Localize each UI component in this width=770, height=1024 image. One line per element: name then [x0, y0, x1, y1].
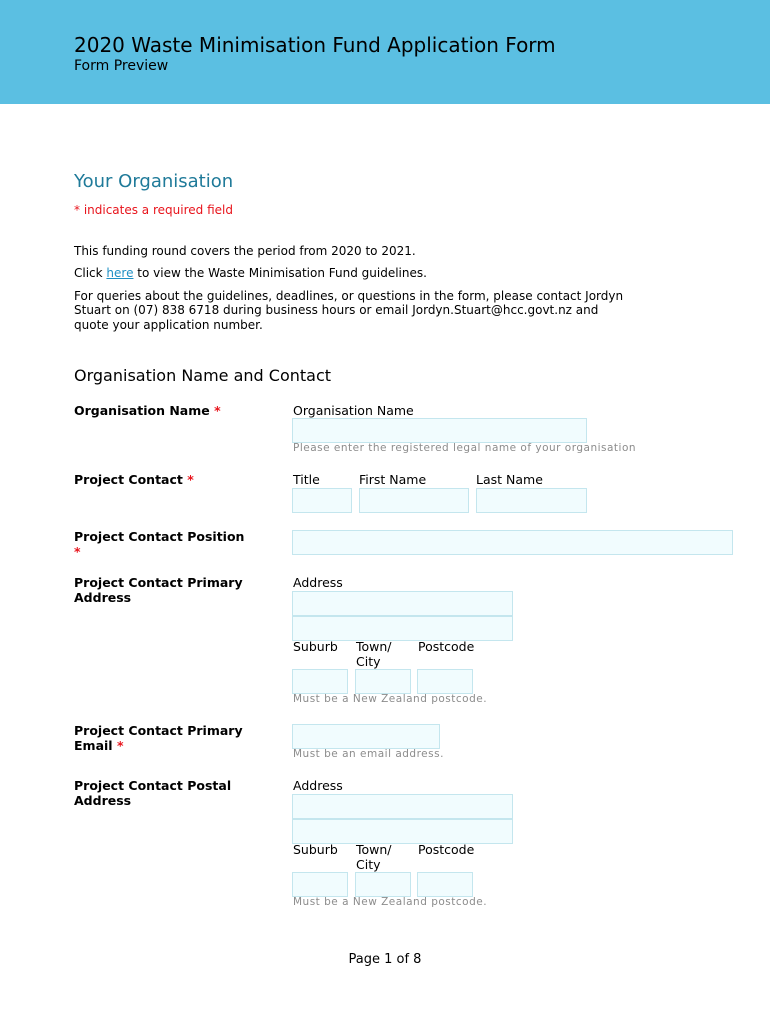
postal-address-line2-input[interactable] [292, 819, 513, 844]
postal-town-input[interactable] [355, 872, 411, 897]
page-header [0, 0, 770, 104]
primary-town-input[interactable] [355, 669, 411, 694]
primary-email-input[interactable] [292, 724, 440, 749]
first-name-field-label: First Name [359, 472, 427, 487]
primary-email-hint: Must be an email address. [293, 748, 444, 760]
primary-postcode-hint: Must be a New Zealand postcode. [293, 693, 488, 705]
postal-suburb-input[interactable] [292, 872, 348, 897]
required-marker: * [74, 544, 81, 559]
contact-position-input[interactable] [292, 530, 733, 555]
postal-postcode-label: Postcode [418, 842, 475, 857]
required-field-note: * indicates a required field [74, 203, 233, 217]
title-field-label: Title [293, 472, 320, 487]
funding-period-text: This funding round covers the period from 2020 to 2021. [74, 244, 416, 258]
guidelines-suffix: to view the Waste Minimisation Fund guidelines. [133, 266, 427, 280]
subsection-title: Organisation Name and Contact [74, 366, 332, 385]
primary-suburb-input[interactable] [292, 669, 348, 694]
section-title: Your Organisation [74, 171, 234, 192]
primary-postcode-input[interactable] [417, 669, 473, 694]
primary-suburb-label: Suburb [293, 639, 338, 654]
postal-address-line1-input[interactable] [292, 794, 513, 819]
guidelines-line [74, 266, 427, 281]
primary-address-line1-input[interactable] [292, 591, 513, 616]
project-contact-label: Project Contact * [74, 472, 194, 487]
contact-info-line-2: Stuart on (07) 838 6718 during business hours or email Jordyn.Stuart@hcc.govt.nz and [74, 303, 599, 317]
contact-position-label: Project Contact Position * [74, 529, 245, 559]
primary-address-field-label: Address [293, 575, 343, 590]
primary-address-line2-input[interactable] [292, 616, 513, 641]
contact-info-line-1: For queries about the guidelines, deadlines, or questions in the form, please contact Jordyn [74, 289, 624, 303]
primary-email-label: Project Contact Primary Email * [74, 723, 243, 753]
postal-address-field-label: Address [293, 778, 343, 793]
postal-postcode-hint: Must be a New Zealand postcode. [293, 896, 488, 908]
guidelines-prefix: Click [74, 266, 107, 280]
guidelines-link[interactable]: here [106, 266, 134, 280]
required-marker: * [116, 738, 124, 753]
org-name-field-label: Organisation Name [293, 403, 414, 418]
org-name-label: Organisation Name * [74, 403, 221, 418]
last-name-input[interactable] [476, 488, 587, 513]
postal-town-label: Town/ City [356, 842, 392, 872]
org-name-hint: Please enter the registered legal name of your organisation [293, 442, 637, 454]
last-name-field-label: Last Name [476, 472, 543, 487]
postal-postcode-input[interactable] [417, 872, 473, 897]
form-title: 2020 Waste Minimisation Fund Application Form [74, 33, 556, 57]
primary-town-label: Town/ City [356, 639, 392, 669]
first-name-input[interactable] [359, 488, 469, 513]
org-name-input[interactable] [292, 418, 587, 443]
required-marker: * [214, 403, 221, 418]
postal-suburb-label: Suburb [293, 842, 338, 857]
postal-address-label: Project Contact Postal Address [74, 778, 232, 808]
primary-postcode-label: Postcode [418, 639, 475, 654]
contact-info-line-3: quote your application number. [74, 318, 263, 332]
title-input[interactable] [292, 488, 352, 513]
primary-address-label: Project Contact Primary Address [74, 575, 243, 605]
page-indicator: Page 1 of 8 [348, 952, 422, 967]
form-subtitle: Form Preview [74, 58, 169, 74]
required-marker: * [187, 472, 194, 487]
